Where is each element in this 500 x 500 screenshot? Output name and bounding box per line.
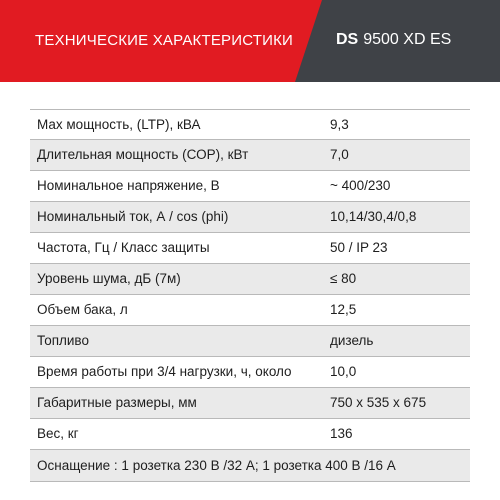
spec-row (30, 202, 470, 233)
spec-value: 136 (330, 426, 353, 441)
spec-value: 10,14/30,4/0,8 (330, 209, 417, 224)
spec-row (30, 295, 470, 326)
spec-label: Частота, Гц / Класс защиты (37, 240, 210, 255)
spec-label: Номинальный ток, А / cos (phi) (37, 209, 229, 224)
header-title: ТЕХНИЧЕСКИЕ ХАРАКТЕРИСТИКИ (35, 32, 294, 49)
spec-row (30, 326, 470, 357)
spec-label: Номинальное напряжение, В (37, 178, 220, 193)
spec-row (30, 171, 470, 202)
spec-value: 7,0 (330, 147, 349, 162)
model-number: 9500 XD ES (363, 31, 452, 48)
spec-row (30, 388, 470, 419)
spec-table (30, 109, 470, 482)
spec-row (30, 109, 470, 140)
spec-row (30, 140, 470, 171)
spec-label: Объем бака, л (37, 302, 128, 317)
spec-label: Время работы при 3/4 нагрузки, ч, около (37, 364, 292, 379)
spec-label: Уровень шума, дБ (7м) (37, 271, 181, 286)
spec-value: 12,5 (330, 302, 357, 317)
spec-label: Вес, кг (37, 426, 79, 441)
model-name (336, 31, 451, 49)
spec-value: 750 х 535 х 675 (330, 395, 427, 410)
spec-value: 10,0 (330, 364, 357, 379)
spec-label: Габаритные размеры, мм (37, 395, 197, 410)
spec-value: 9,3 (330, 117, 349, 132)
header-banner (0, 0, 500, 82)
spec-value: дизель (330, 333, 374, 348)
spec-label: Длительная мощность (СОР), кВт (37, 147, 249, 162)
spec-value: ≤ 80 (330, 271, 357, 286)
spec-value: 50 / IP 23 (330, 240, 388, 255)
spec-row (30, 264, 470, 295)
spec-label: Мах мощность, (LTP), кВА (37, 117, 201, 132)
equipment-row (30, 450, 470, 482)
spec-label: Топливо (37, 333, 89, 348)
spec-row (30, 419, 470, 450)
spec-value: ~ 400/230 (330, 178, 391, 193)
equipment-text: Оснащение : 1 розетка 230 В /32 А; 1 розетка 400 В /16 А (37, 458, 396, 473)
model-brand: DS (336, 31, 359, 48)
spec-row (30, 357, 470, 388)
spec-row (30, 233, 470, 264)
